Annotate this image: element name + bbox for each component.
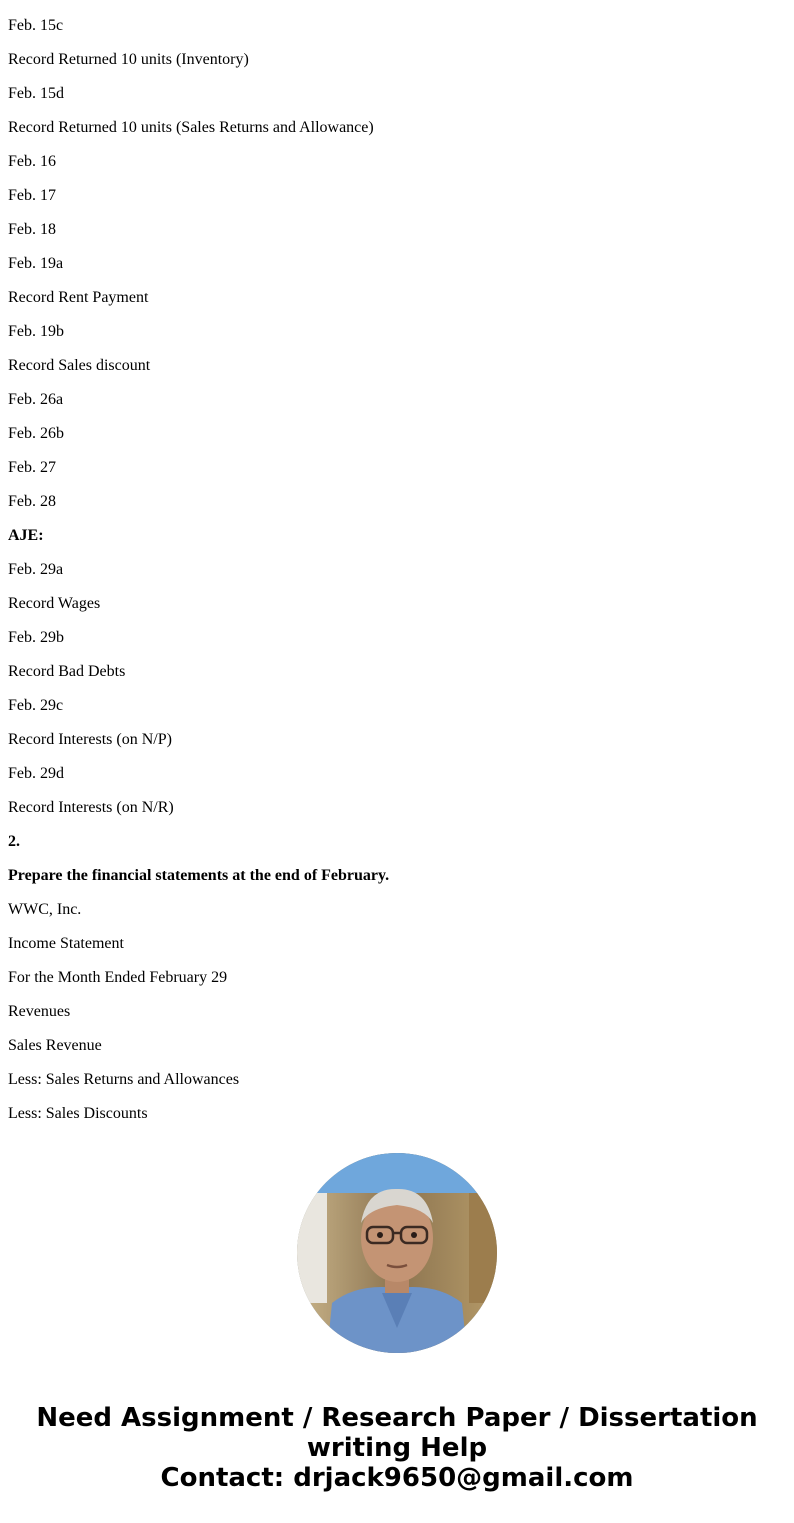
document-line: 2. (8, 833, 20, 850)
document-line: Feb. 16 (8, 153, 56, 170)
document-line: Income Statement (8, 935, 124, 952)
promo-contact-line: Contact: drjack9650@gmail.com (160, 1463, 634, 1493)
document-line: Record Returned 10 units (Sales Returns and Allowance) (8, 119, 374, 136)
document-line: Record Bad Debts (8, 663, 126, 680)
document-line: Prepare the financial statements at the end of February. (8, 867, 390, 884)
document-line: AJE: (8, 527, 44, 544)
document-line: Feb. 17 (8, 187, 56, 204)
document-line: Feb. 18 (8, 221, 56, 238)
document-line: Less: Sales Returns and Allowances (8, 1071, 240, 1088)
document-line: Record Interests (on N/R) (8, 799, 174, 816)
document-body (8, 0, 786, 1139)
document-line: Revenues (8, 1003, 71, 1020)
document-line: Feb. 29d (8, 765, 64, 782)
promo-banner (0, 1403, 794, 1493)
document-line: Record Sales discount (8, 357, 151, 374)
promo-line-1: Need Assignment / Research Paper / Dissertation (36, 1403, 758, 1433)
document-line: Feb. 29c (8, 697, 64, 714)
document-line: Sales Revenue (8, 1037, 102, 1054)
author-portrait-image (297, 1153, 497, 1353)
document-line: Feb. 29a (8, 561, 64, 578)
document-line: Record Rent Payment (8, 289, 149, 306)
document-line: Record Returned 10 units (Inventory) (8, 51, 249, 68)
document-line: Feb. 15d (8, 85, 64, 102)
document-line: Record Wages (8, 595, 101, 612)
document-line: WWC, Inc. (8, 901, 82, 918)
document-line: Less: Sales Discounts (8, 1105, 148, 1122)
document-line (8, 0, 786, 1)
document-line: Feb. 19b (8, 323, 64, 340)
author-avatar (297, 1153, 497, 1353)
document-line: For the Month Ended February 29 (8, 969, 228, 986)
document-line: Feb. 19a (8, 255, 64, 272)
document-line: Feb. 29b (8, 629, 64, 646)
document-line: Record Interests (on N/P) (8, 731, 172, 748)
promo-line-2: writing Help (306, 1433, 488, 1463)
document-line: Feb. 26b (8, 425, 64, 442)
document-line: Feb. 26a (8, 391, 64, 408)
document-line: Feb. 28 (8, 493, 56, 510)
document-line: Feb. 27 (8, 459, 56, 476)
document-line: Feb. 15c (8, 17, 64, 34)
